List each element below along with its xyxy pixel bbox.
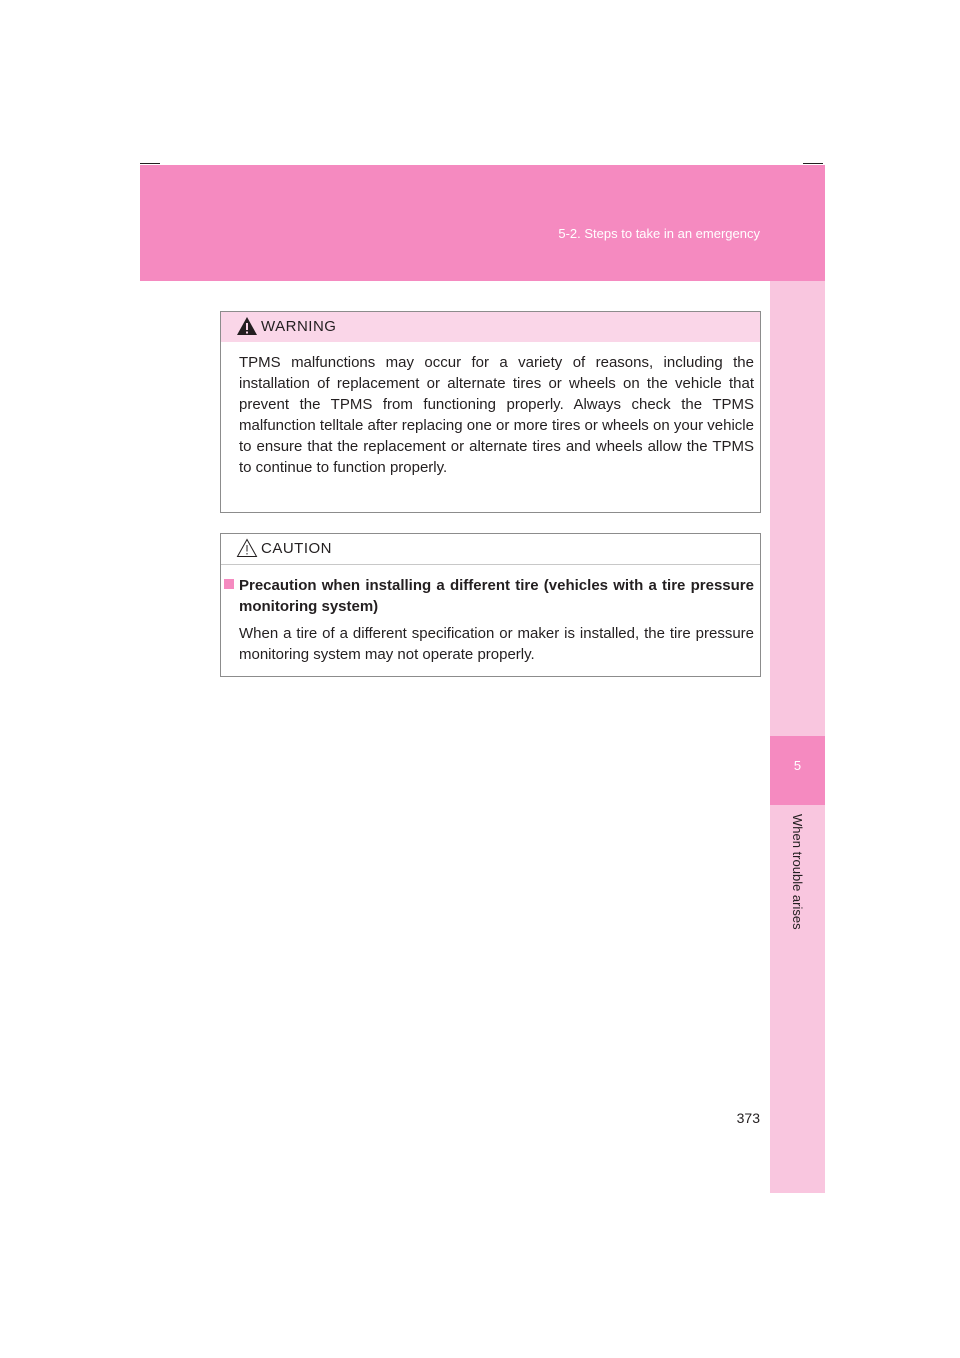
chapter-tab-active bbox=[770, 736, 825, 805]
caution-box bbox=[220, 533, 761, 677]
header-band bbox=[140, 165, 825, 281]
chapter-number: 5 bbox=[793, 758, 802, 773]
page-number: 373 bbox=[736, 1110, 760, 1126]
warning-header bbox=[221, 312, 760, 342]
caution-item bbox=[221, 565, 760, 665]
crop-mark bbox=[140, 163, 160, 164]
chapter-side-tab bbox=[770, 281, 825, 1193]
caution-item-body: When a tire of a different specification or maker is installed, the tire pressure monitoring system may not operate properly. bbox=[239, 625, 754, 663]
crop-mark bbox=[803, 163, 823, 164]
warning-body: TPMS malfunctions may occur for a variety of reasons, including the installation of replacement or alternate tires or wheels on the vehicle that prevent the TPMS from functioning properly. Always check the TPMS malfunction telltale after replacing one or more tires or wheels on your vehicle to ensure that the replacement or alternate tires and wheels allow the TPMS to continue to function properly. bbox=[239, 354, 754, 476]
caution-item-title: Precaution when installing a different tire (vehicles with a tire pressure monitoring system) bbox=[239, 577, 754, 615]
chapter-label: When trouble arises bbox=[790, 814, 805, 930]
warning-box bbox=[220, 311, 761, 513]
square-bullet-icon bbox=[224, 579, 234, 589]
caution-header bbox=[221, 534, 760, 565]
warning-heading: WARNING bbox=[261, 318, 337, 335]
caution-heading: CAUTION bbox=[261, 540, 332, 557]
warning-triangle-icon bbox=[236, 316, 258, 347]
section-title: 5-2. Steps to take in an emergency bbox=[558, 226, 760, 241]
